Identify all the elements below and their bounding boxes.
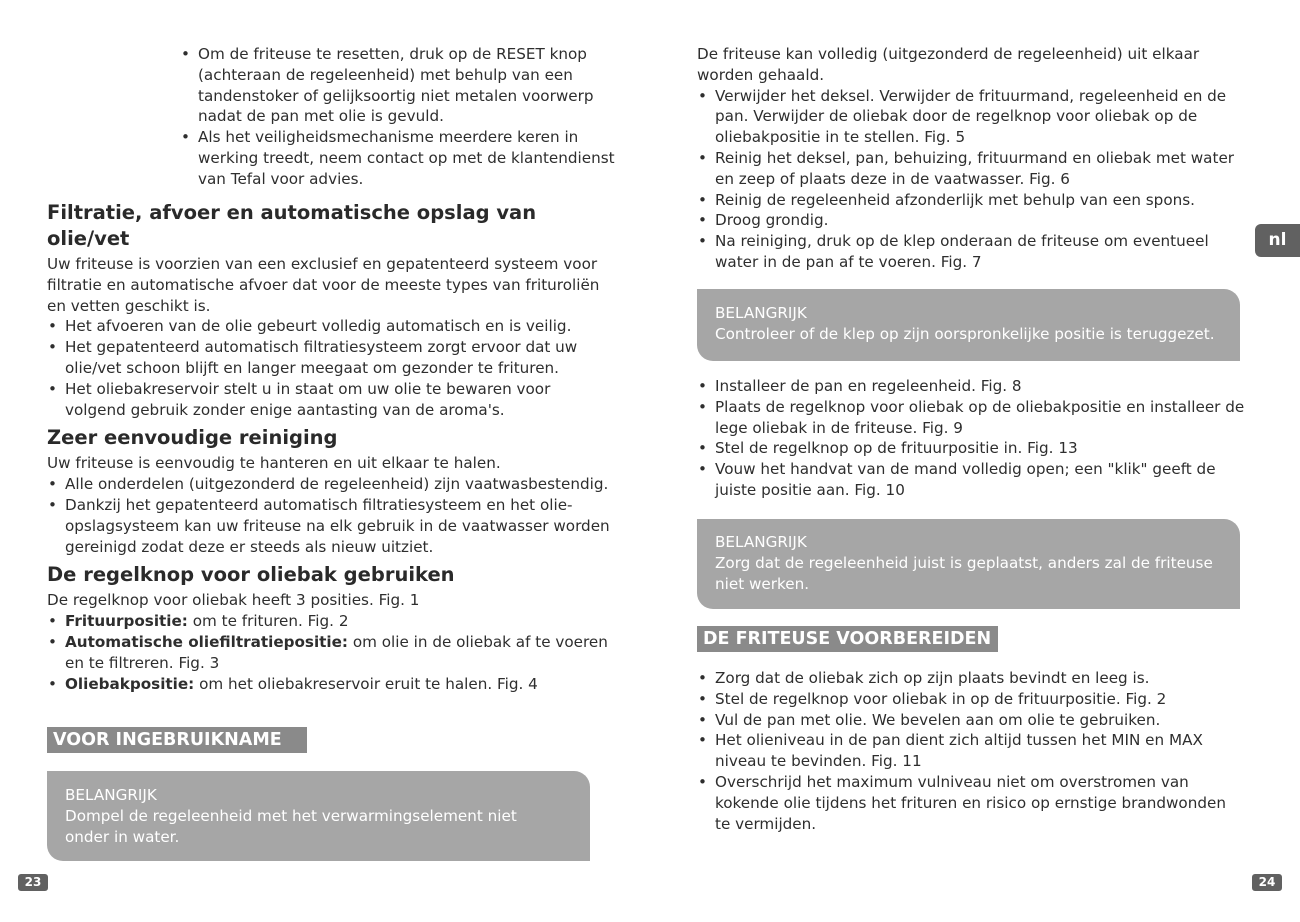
page-number-right: 24: [1252, 874, 1282, 891]
list-item: • Vouw het handvat van de mand volledig open; een "klik" geeft de juiste positie aan. Fig. 10: [697, 459, 1257, 501]
list-item: • Stel de regelknop voor oliebak in op de frituurpositie. Fig. 2: [697, 689, 1242, 710]
list-item: • Droog grondig.: [697, 210, 1255, 231]
position-text: om het oliebakreservoir eruit te halen. Fig. 4: [194, 674, 538, 693]
list-item: • Stel de regelknop op de frituurpositie in. Fig. 13: [697, 438, 1257, 459]
page-number-left: 23: [18, 874, 48, 891]
right-column-top: [697, 44, 1255, 273]
right-column-bottom: [697, 668, 1242, 834]
list-item: • Overschrijd het maximum vulniveau niet om overstromen van kokende olie tijdens het frituren en risico op ernstige brandwonden te vermijden.: [697, 772, 1242, 834]
list-item: • Het oliebakreservoir stelt u in staat om uw olie te bewaren voor volgend gebruik zonder enige aantasting van de aroma's.: [47, 379, 615, 421]
preparation-steps-list: [697, 668, 1242, 834]
list-item: • Vul de pan met olie. We bevelen aan om olie te gebruiken.: [697, 710, 1242, 731]
callout-text: Dompel de regeleenheid met het verwarmingselement niet onder in water.: [65, 806, 517, 846]
list-item: • Het olieniveau in de pan dient zich altijd tussen het MIN en MAX niveau te bevinden. Fig. 11: [697, 730, 1242, 772]
callout-title: BELANGRIJK: [715, 533, 807, 551]
cleaning-intro: Uw friteuse is eenvoudig te hanteren en uit elkaar te halen.: [47, 454, 501, 473]
knob-heading: De regelknop voor oliebak gebruiken: [47, 563, 455, 587]
list-item: • Alle onderdelen (uitgezonderd de regeleenheid) zijn vaatwasbestendig.: [47, 474, 615, 495]
intro-bullets: [180, 44, 620, 190]
important-callout: [47, 771, 590, 861]
callout-text: Zorg dat de regeleenheid juist is geplaatst, anders zal de friteuse niet werken.: [715, 553, 1213, 593]
list-item: [47, 674, 615, 695]
knob-intro: De regelknop voor oliebak heeft 3 posities. Fig. 1: [47, 591, 420, 610]
list-item: • Reinig het deksel, pan, behuizing, frituurmand en oliebak met water en zeep of plaats deze in de vaatwasser. Fig. 6: [697, 148, 1255, 190]
right-column-middle: [697, 376, 1257, 501]
cleaning-list: [47, 474, 615, 557]
list-item: • Installeer de pan en regeleenheid. Fig. 8: [697, 376, 1257, 397]
list-item: • Plaats de regelknop voor oliebak op de oliebakpositie en installeer de lege oliebak in de friteuse. Fig. 9: [697, 397, 1257, 439]
list-item: [47, 632, 615, 674]
filtration-intro: Uw friteuse is voorzien van een exclusief en gepatenteerd systeem voor filtratie en automatische afvoer dat voor de meeste types van frituroliën en vetten geschikt is.: [47, 255, 600, 315]
list-item: [47, 611, 615, 632]
list-item: • Reinig de regeleenheid afzonderlijk met behulp van een spons.: [697, 190, 1255, 211]
position-term: Oliebakpositie:: [65, 674, 195, 693]
left-column: [47, 200, 615, 694]
list-item: • Het gepatenteerd automatisch filtratiesysteem zorgt ervoor dat uw olie/vet schoon blijft en langer meegaat om gezonder te frituren.: [47, 337, 615, 379]
section-bar-friteuse-voorbereiden: DE FRITEUSE VOORBEREIDEN: [697, 626, 998, 652]
position-text: om olie in de oliebak af te voeren en te filtreren. Fig. 3: [65, 632, 608, 672]
position-text: om te frituren. Fig. 2: [187, 612, 349, 631]
installation-steps-list: [697, 376, 1257, 501]
callout-title: BELANGRIJK: [715, 304, 807, 322]
knob-positions-list: [47, 611, 615, 694]
list-item: • Het afvoeren van de olie gebeurt volledig automatisch en is veilig.: [47, 316, 615, 337]
callout-text: Controleer of de klep op zijn oorspronkelijke positie is teruggezet.: [715, 324, 1215, 343]
list-item: • Om de friteuse te resetten, druk op de RESET knop (achteraan de regeleenheid) met behulp van een tandenstoker of gelijksoortig niet metalen voorwerp nadat de pan met olie is gevuld.: [180, 44, 620, 127]
cleaning-steps-list: [697, 86, 1255, 273]
position-term: Frituurpositie:: [65, 612, 188, 631]
language-tab: nl: [1255, 224, 1300, 257]
list-item: • Na reiniging, druk op de klep onderaan de friteuse om eventueel water in de pan af te voeren. Fig. 7: [697, 231, 1255, 273]
position-term: Automatische oliefiltratiepositie:: [65, 632, 349, 651]
important-callout: [697, 519, 1240, 609]
section-bar-voor-ingebruikname: VOOR INGEBRUIKNAME: [47, 727, 307, 753]
disassembly-intro: De friteuse kan volledig (uitgezonderd de regeleenheid) uit elkaar worden gehaald.: [697, 45, 1200, 84]
filtration-heading: Filtratie, afvoer en automatische opslag van olie/vet: [47, 201, 537, 250]
important-callout: [697, 289, 1240, 361]
list-item: • Verwijder het deksel. Verwijder de frituurmand, regeleenheid en de pan. Verwijder de oliebak door de regelknop voor oliebak op de oliebakpositie in te stellen. Fig. 5: [697, 86, 1255, 148]
cleaning-heading: Zeer eenvoudige reiniging: [47, 426, 338, 450]
list-item: • Dankzij het gepatenteerd automatisch filtratiesysteem en het olie-opslagsysteem kan uw friteuse na elk gebruik in de vaatwasser worden gereinigd zodat deze er steeds als nieuw uitziet.: [47, 495, 615, 557]
reset-bullet-list: [180, 44, 620, 190]
list-item: • Als het veiligheidsmechanisme meerdere keren in werking treedt, neem contact op met de klantendienst van Tefal voor advies.: [180, 127, 620, 189]
callout-title: BELANGRIJK: [65, 786, 157, 804]
list-item: • Zorg dat de oliebak zich op zijn plaats bevindt en leeg is.: [697, 668, 1242, 689]
filtration-list: [47, 316, 615, 420]
